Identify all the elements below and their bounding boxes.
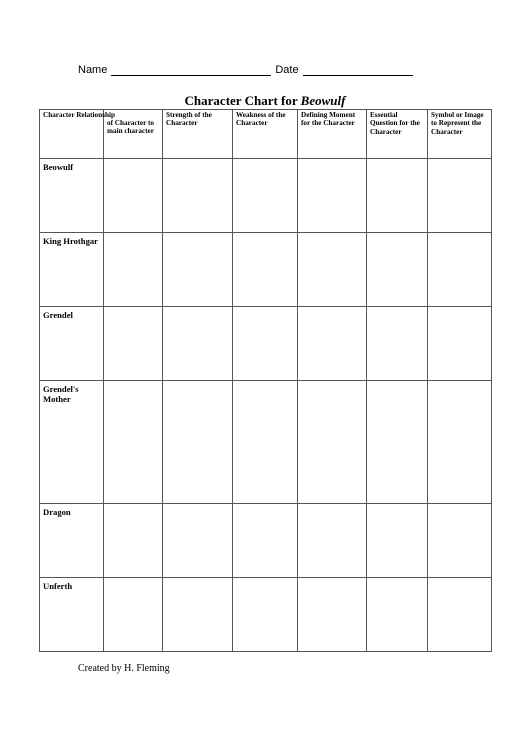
table-cell[interactable] [163,504,233,578]
date-label: Date [275,64,299,76]
table-cell[interactable] [428,159,492,233]
header-defining-moment: Defining Moment for the Character [298,110,367,159]
title-prefix: Character Chart for [184,93,298,108]
table-cell[interactable] [233,159,298,233]
table-cell[interactable] [233,306,298,380]
name-field[interactable] [111,64,271,76]
date-field[interactable] [303,64,413,76]
row-label: Grendel [40,306,104,380]
table-row [40,159,492,233]
table-cell[interactable] [233,504,298,578]
table-cell[interactable] [428,306,492,380]
table-cell[interactable] [104,380,163,503]
table-cell[interactable] [367,578,428,652]
row-label: Beowulf [40,159,104,233]
table-cell[interactable] [298,578,367,652]
table-cell[interactable] [367,306,428,380]
row-label: Dragon [40,504,104,578]
table-cell[interactable] [163,232,233,306]
table-cell[interactable] [233,232,298,306]
title-italic: Beowulf [300,93,346,108]
table-cell[interactable] [104,578,163,652]
table-cell[interactable] [233,380,298,503]
table-row [40,380,492,503]
table-cell[interactable] [298,159,367,233]
row-label: Unferth [40,578,104,652]
header-character: Character Relationship [40,110,104,159]
table-cell[interactable] [367,380,428,503]
table-cell[interactable] [428,504,492,578]
table-cell[interactable] [367,232,428,306]
table-cell[interactable] [428,380,492,503]
table-row [40,504,492,578]
table-row [40,578,492,652]
table-cell[interactable] [298,232,367,306]
name-label: Name [78,64,108,76]
row-label: Grendel's Mother [40,380,104,503]
header-strength: Strength of the Character [163,110,233,159]
table-cell[interactable] [163,578,233,652]
table-cell[interactable] [163,380,233,503]
name-date-row [78,64,413,76]
page-title [0,93,530,109]
table-cell[interactable] [298,380,367,503]
table-cell[interactable] [163,306,233,380]
table-cell[interactable] [298,306,367,380]
table-cell[interactable] [104,504,163,578]
header-row [40,110,492,159]
table-cell[interactable] [367,504,428,578]
header-symbol: Symbol or Image to Represent the Character [428,110,492,159]
table-cell[interactable] [104,159,163,233]
table-cell[interactable] [428,578,492,652]
table-cell[interactable] [104,232,163,306]
table-cell[interactable] [104,306,163,380]
row-label: King Hrothgar [40,232,104,306]
table-cell[interactable] [367,159,428,233]
table-cell[interactable] [298,504,367,578]
table-row [40,306,492,380]
table-cell[interactable] [233,578,298,652]
header-essential-question: Essential Question for the Character [367,110,428,159]
table-row [40,232,492,306]
header-relationship: of Character to main character [104,110,163,159]
footer-credit: Created by H. Fleming [78,663,170,674]
table-cell[interactable] [163,159,233,233]
table-cell[interactable] [428,232,492,306]
character-chart-table [39,109,492,652]
header-weakness: Weakness of the Character [233,110,298,159]
